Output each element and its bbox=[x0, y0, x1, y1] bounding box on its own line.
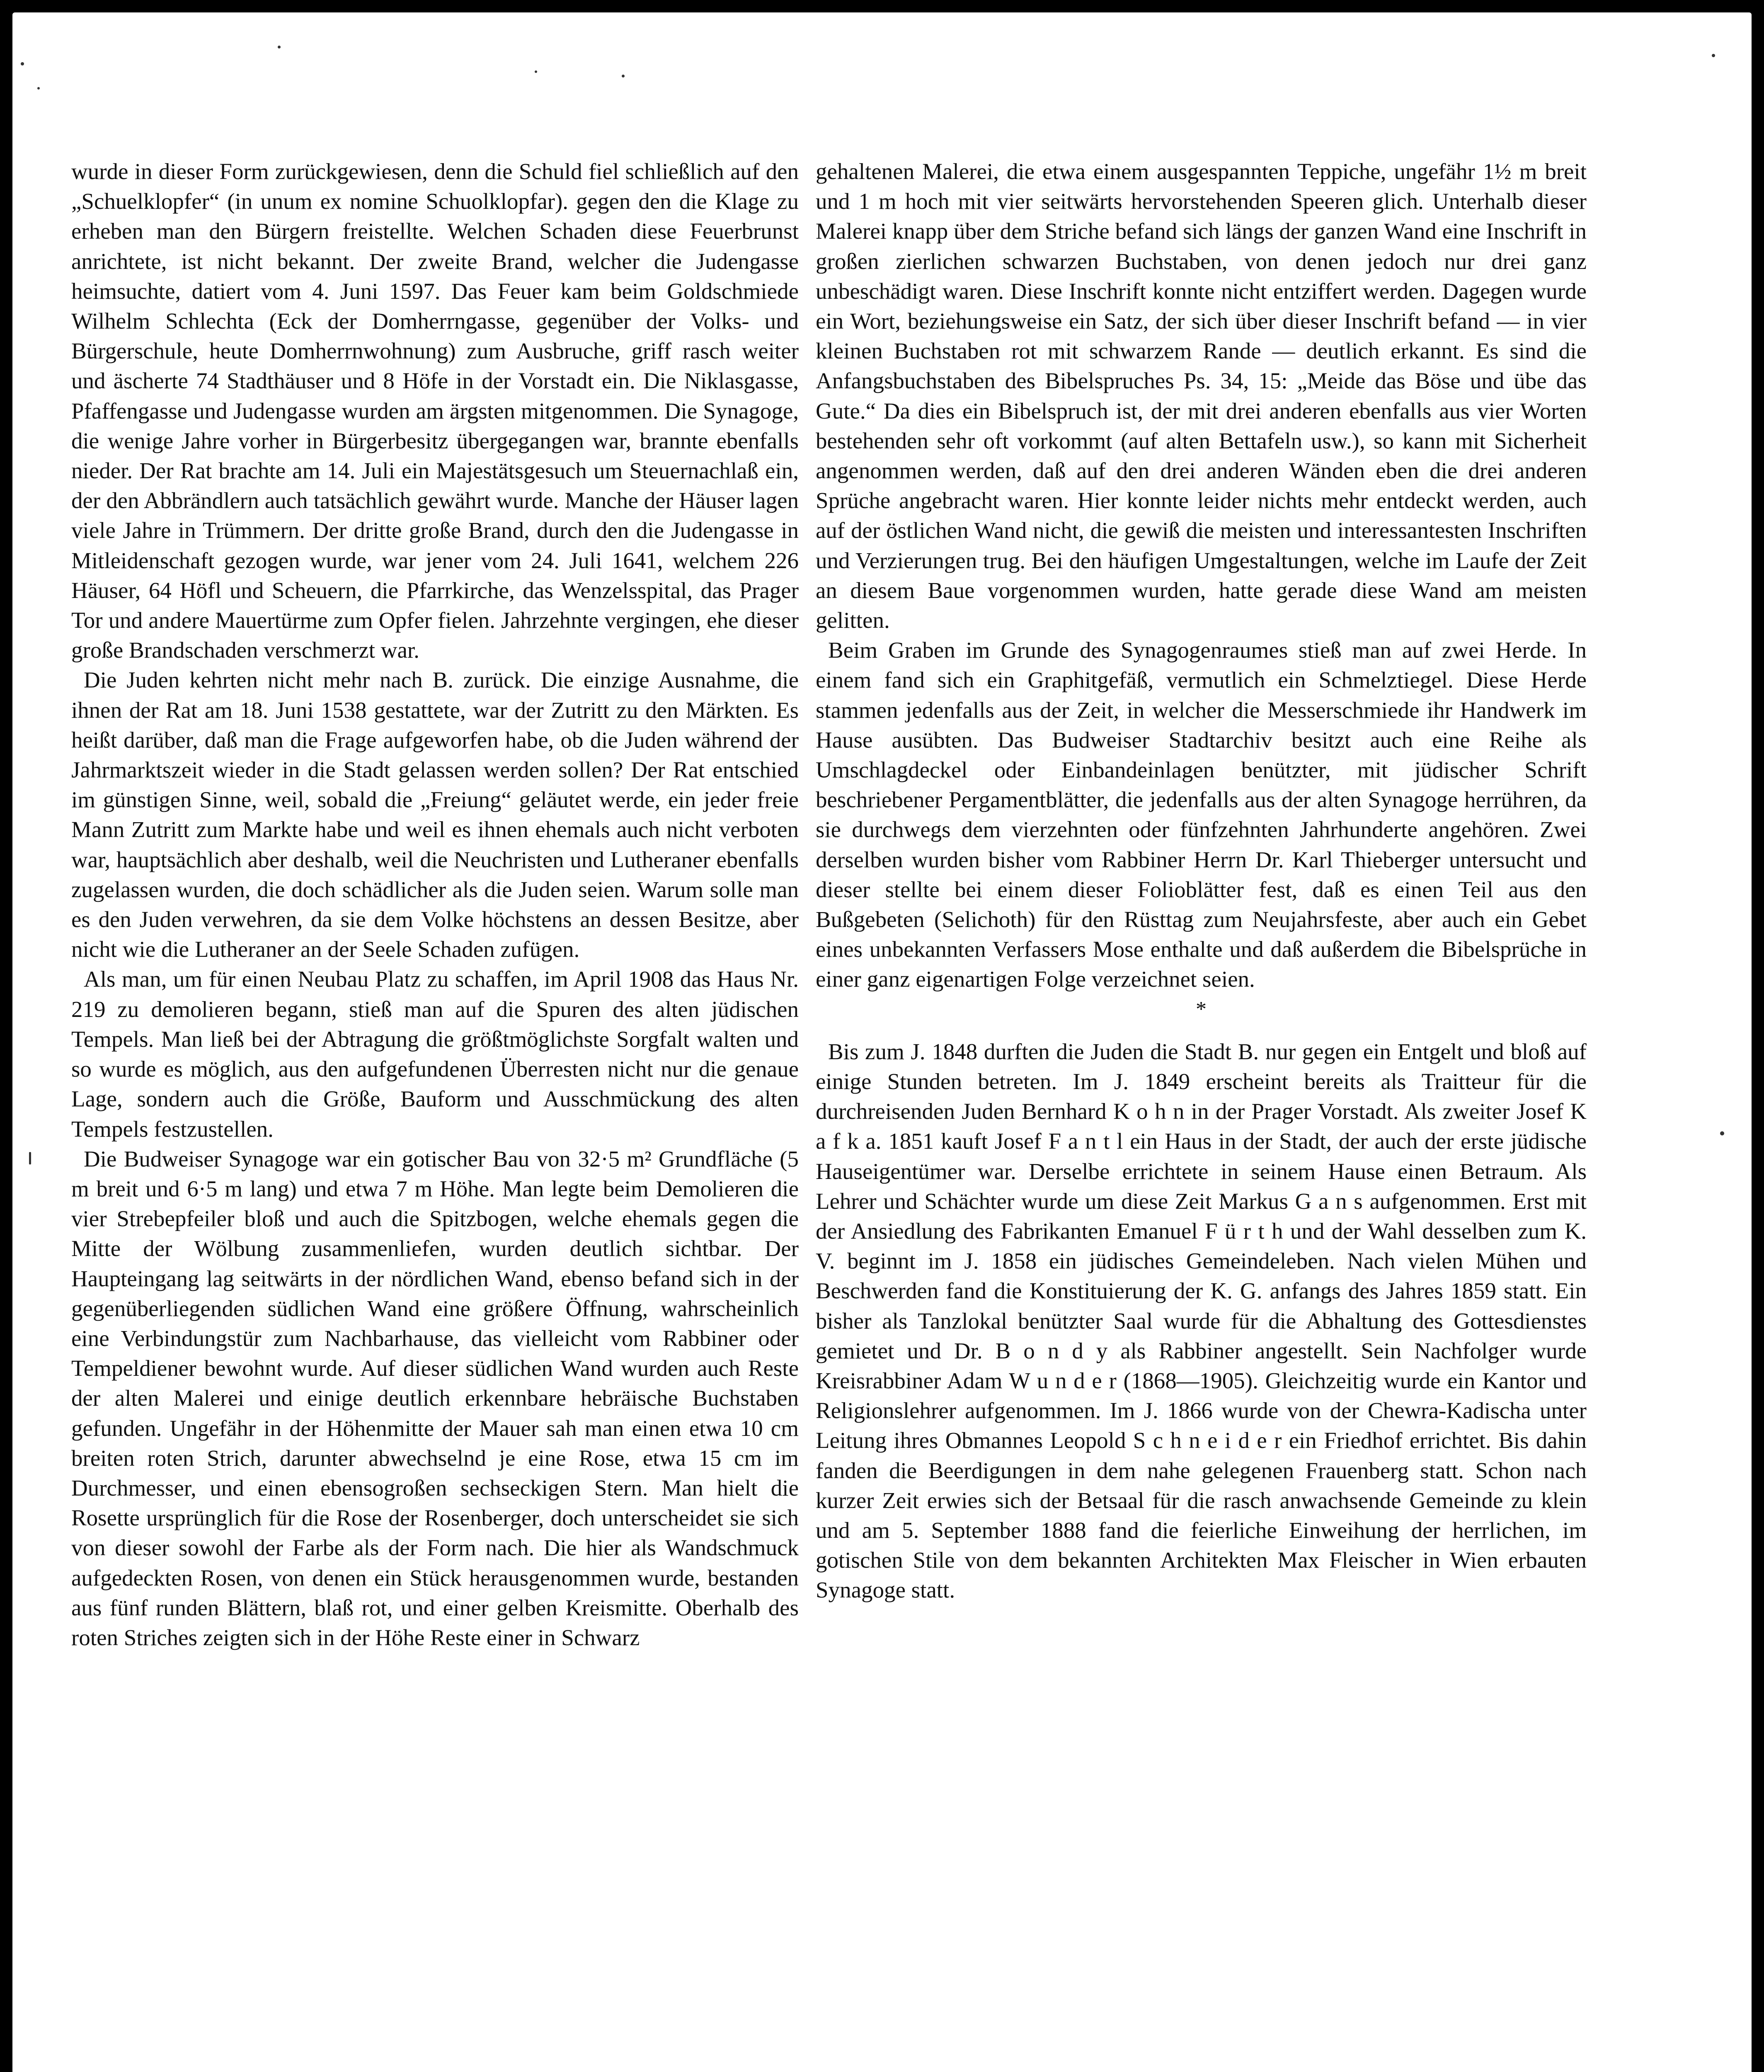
section-separator: * bbox=[1196, 997, 1207, 1021]
left-paragraph-3: Als man, um für einen Neubau Platz zu schaffen, im April 1908 das Haus Nr. 219 zu demolieren begann, stieß man auf die Spuren des alten jüdischen Tempels. Man ließ bei der Abtragung die größtmöglichste Sorgfalt walten und so wurde es möglich, aus den aufgefundenen Überresten nicht nur die genaue Lage, sondern auch die Größe, Bauform und Ausschmückung des alten Tempels festzustellen. bbox=[71, 966, 799, 1142]
right-column bbox=[816, 157, 1587, 1605]
left-paragraph-1: wurde in dieser Form zurückgewiesen, denn die Schuld fiel schließlich auf den „Schuelklopfer“ (in unum ex nomine Schuolklopfar). gegen den die Klage zu erheben man den Bürgern freistellte. Welchen Schaden diese Feuerbrunst anrichtete, ist nicht bekannt. Der zweite Brand, welcher die Judengasse heimsuchte, datiert vom 4. Juni 1597. Das Feuer kam beim Goldschmiede Wilhelm Schlechta (Eck der Domherrngasse, gegenüber der Volks- und Bürgerschule, heute Domherrnwohnung) zum Ausbruche, griff rasch weiter und äscherte 74 Stadthäuser und 8 Höfe in der Vorstadt ein. Die Niklasgasse, Pfaffengasse und Judengasse wurden am ärgsten mitgenommen. Die Synagoge, die wenige Jahre vorher in Bürgerbesitz übergegangen war, brannte ebenfalls nieder. Der Rat brachte am 14. Juli ein Majestätsgesuch um Steuernachlaß ein, der den Abbrändlern auch tatsächlich gewährt wurde. Manche der Häuser lagen viele Jahre in Trümmern. Der dritte große Brand, durch den die Judengasse in Mitleidenschaft gezogen wurde, war jener vom 24. Juli 1641, welchem 226 Häuser, 64 Höfl und Scheuern, die Pfarrkirche, das Wenzelsspital, das Prager Tor und andere Mauertürme zum Opfer fielen. Jahrzehnte vergingen, ehe dieser große Brandschaden verschmerzt war. bbox=[71, 159, 799, 663]
left-column bbox=[71, 157, 799, 1653]
left-paragraph-2: Die Juden kehrten nicht mehr nach B. zurück. Die einzige Ausnahme, die ihnen der Rat am 18. Juni 1538 gestattete, war der Zutritt zu den Märkten. Es heißt darüber, daß man die Frage aufgeworfen habe, ob die Juden während der Jahrmarktszeit wieder in die Stadt gelassen werden sollen? Der Rat entschied im günstigen Sinne, weil, sobald die „Freiung“ geläutet werde, ein jeder freie Mann Zutritt zum Markte habe und weil es ihnen ehemals auch nicht verboten war, hauptsächlich aber deshalb, weil die Neuchristen und Lutheraner ebenfalls zugelassen wurden, die doch schädlicher als die Juden seien. Warum solle man es den Juden verwehren, da sie dem Volke höchstens an dessen Besitze, aber nicht wie die Lutheraner an der Seele Schaden zufügen. bbox=[71, 667, 799, 962]
right-paragraph-1: gehaltenen Malerei, die etwa einem ausgespannten Teppiche, ungefähr 1½ m breit und 1 m hoch mit vier seitwärts hervorstehenden Speeren glich. Unterhalb dieser Malerei knapp über dem Striche befand sich längs der ganzen Wand eine Inschrift in großen zierlichen schwarzen Buchstaben, von denen jedoch nur drei ganz unbeschädigt waren. Diese Inschrift konnte nicht entziffert werden. Dagegen wurde ein Wort, beziehungsweise ein Satz, der sich über dieser Inschrift befand — in vier kleinen Buchstaben rot mit schwarzem Rande — deutlich erkannt. Es sind die Anfangsbuchstaben des Bibelspruches Ps. 34, 15: „Meide das Böse und übe das Gute.“ Da dies ein Bibelspruch ist, der mit drei anderen ebenfalls aus vier Worten bestehenden sehr oft vorkommt (auf alten Bettafeln usw.), so kann mit Sicherheit angenommen werden, daß auf den drei anderen Wänden eben die drei anderen Sprüche angebracht waren. Hier konnte leider nichts mehr entdeckt werden, auch auf der östlichen Wand nicht, die gewiß die meisten und interessantesten Inschriften und Verzierungen trug. Bei den häufigen Umgestaltungen, welche im Laufe der Zeit an diesem Baue vorgenommen wurden, hatte gerade diese Wand am meisten gelitten. bbox=[816, 159, 1587, 633]
right-paragraph-3: Bis zum J. 1848 durften die Juden die Stadt B. nur gegen ein Entgelt und bloß auf einige Stunden betreten. Im J. 1849 erscheint bereits als Traitteur für die durchreisenden Juden Bernhard K o h n in der Prager Vorstadt. Als zweiter Josef K a f k a. 1851 kauft Josef F a n t l ein Haus in der Stadt, der auch der erste jüdische Hauseigentümer war. Derselbe errichtete in seinem Hause einen Betraum. Als Lehrer und Schächter wurde um diese Zeit Markus G a n s aufgenommen. Erst mit der Ansiedlung des Fabrikanten Emanuel F ü r t h und der Wahl desselben zum K. V. beginnt im J. 1858 ein jüdisches Gemeindeleben. Nach vielen Mühen und Beschwerden fand die Konstituierung der K. G. anfangs des Jahres 1859 statt. Ein bisher als Tanzlokal benützter Saal wurde für die Abhaltung des Gottesdienstes gemietet und Dr. B o n d y als Rabbiner angestellt. Sein Nachfolger wurde Kreisrabbiner Adam W u n d e r (1868—1905). Gleichzeitig wurde ein Kantor und Religionslehrer aufgenommen. Im J. 1866 wurde von der Chewra-Kadischa unter Leitung ihres Obmannes Leopold S c h n e i d e r ein Friedhof errichtet. Bis dahin fanden die Beerdigungen in dem nahe gelegenen Frauenberg statt. Schon nach kurzer Zeit erwies sich der Betsaal für die rasch anwachsende Gemeinde zu klein und am 5. September 1888 fand die feierliche Einweihung der herrlichen, im gotischen Stile von dem bekannten Architekten Max Fleischer in Wien erbauten Synagoge statt. bbox=[816, 1038, 1587, 1603]
right-paragraph-2: Beim Graben im Grunde des Synagogenraumes stieß man auf zwei Herde. In einem fand sich ein Graphitgefäß, vermutlich ein Schmelztiegel. Diese Herde stammen jedenfalls aus der Zeit, in welcher die Messerschmiede ihr Handwerk im Hause ausübten. Das Budweiser Stadtarchiv besitzt auch eine Reihe als Umschlagdeckel oder Einbandeinlagen benützter, mit jüdischer Schrift beschriebener Pergamentblätter, die jedenfalls aus der alten Synagoge herrühren, da sie durchwegs dem vierzehnten oder fünfzehnten Jahrhunderte angehören. Zwei derselben wurden bisher vom Rabbiner Herrn Dr. Karl Thieberger untersucht und dieser stellte bei einem dieser Folioblätter fest, daß es einen Teil aus den Bußgebeten (Selichoth) für den Rüsttag zum Neujahrsfeste, aber auch ein Gebet eines unbekannten Verfassers Mose enthalte und daß außerdem die Bibelsprüche in einer ganz eigenartigen Folge verzeichnet seien. bbox=[816, 637, 1587, 992]
left-paragraph-4: Die Budweiser Synagoge war ein gotischer Bau von 32·5 m² Grundfläche (5 m breit und 6·5 m lang) und etwa 7 m Höhe. Man legte beim Demolieren die vier Strebepfeiler bloß und auch die Spitzbogen, welche ehemals gegen die Mitte der Wölbung zusammenliefen, wurden deutlich sichtbar. Der Haupteingang lag seitwärts in der nördlichen Wand, ebenso befand sich in der gegenüberliegenden südlichen Wand eine größere Öffnung, wahrscheinlich eine Verbindungstür zum Nachbarhause, das vielleicht vom Rabbiner oder Tempeldiener bewohnt wurde. Auf dieser südlichen Wand wurden auch Reste der alten Malerei und einige deutlich erkennbare hebräische Buchstaben gefunden. Ungefähr in der Höhenmitte der Mauer sah man einen etwa 10 cm breiten roten Strich, darunter abwechselnd je eine Rose, etwa 15 cm im Durchmesser, und einen ebensogroßen sechseckigen Stern. Man hielt die Rosette ursprünglich für die Rose der Rosenberger, doch unterscheidet sie sich von dieser sowohl der Farbe als der Form nach. Die hier als Wandschmuck aufgedeckten Rosen, von denen ein Stück herausgenommen wurde, bestanden aus fünf runden Blättern, blaß rot, und einer gelben Kreismitte. Oberhalb des roten Striches zeigten sich in der Höhe Reste einer in Schwarz bbox=[71, 1146, 799, 1650]
document-page bbox=[12, 12, 1752, 2072]
